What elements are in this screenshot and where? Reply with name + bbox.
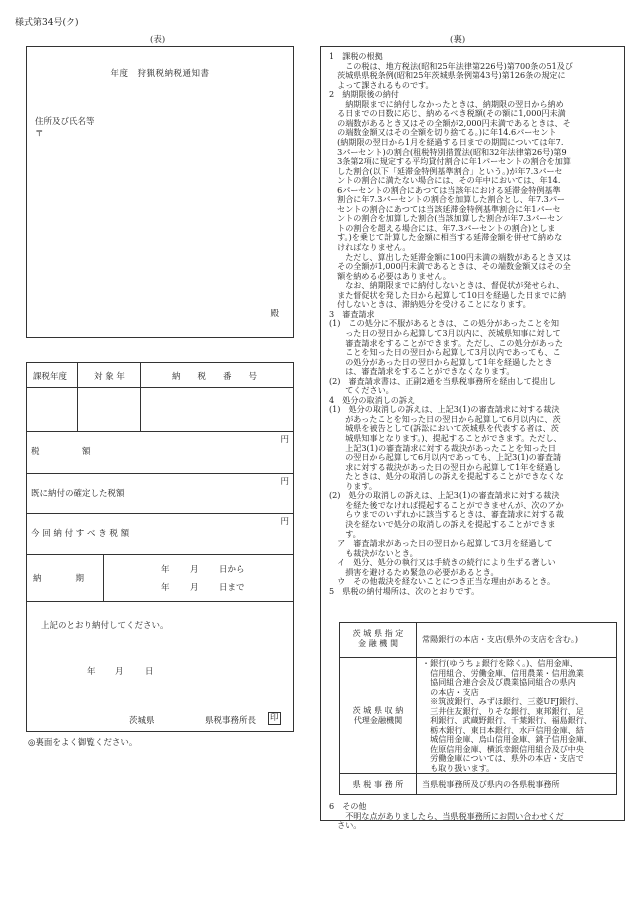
back-text-line: 5 県税の納付場所は、次のとおりです。: [329, 585, 480, 596]
back-text-line: 城県を被告として(訴訟において茨城県を代表する者は、茨: [329, 423, 559, 434]
column-divider: [77, 363, 78, 431]
issuer-prefecture: 茨城県: [129, 716, 155, 726]
back-text-line: イ 処分、処分の執行又は手続きの続行により生ずる著しい: [329, 557, 556, 568]
issuer-office-head: 県税事務所長: [205, 716, 257, 726]
yen-unit: 円: [280, 435, 289, 445]
back-text-line: 城県知事となります。)、提起することができます。ただし、: [329, 433, 562, 443]
front-footer-note: ◎裏面をよく御覧ください。: [28, 738, 138, 748]
back-text-line: 3 審査請求: [329, 308, 375, 319]
row-divider: [27, 387, 293, 388]
period-until: 日まで: [219, 583, 245, 593]
back-content-box: [320, 46, 625, 830]
back-text-line: 3条第2項に規定する平均貸付割合に年1パーセントの割合を加算: [329, 156, 571, 167]
back-text-line: 1 課税の根拠: [329, 51, 383, 61]
row-divider: [27, 601, 293, 602]
confirmed-paid-label: 既に納付の確定した税額: [31, 489, 125, 499]
back-text-line: (1) 処分の取消しの訴えは、上記3(1)の審査請求に対する裁決: [329, 404, 560, 415]
notice-header-box: [26, 46, 294, 338]
period-month: 月: [190, 565, 199, 575]
back-text-line: また督促状を発した日から起算して10日を経過した日までに納: [329, 289, 566, 300]
receipt-instruction: 上記のとおり納付してください。: [41, 621, 169, 631]
back-text-line: セントの割合にあつては当該延滞金特例基準割合に年1パーセ: [329, 203, 561, 214]
period-year: 年: [161, 565, 170, 575]
row-divider: [27, 431, 293, 432]
back-text-line: (1) この処分に不服があるときは、この処分があったことを知: [329, 318, 559, 329]
back-text-line: す。: [329, 528, 361, 539]
back-text-line: ければなりません。: [329, 242, 411, 252]
back-text-line: 付しないときは、滞納処分を受けることになります。: [329, 299, 531, 310]
back-text-line: この税は、地方税法(昭和25年法律第226号)第700条の51及び: [329, 60, 573, 71]
receipt-month: 月: [115, 667, 124, 677]
back-text-line: す。)を乗じて計算した金額に相当する延滞金額を併せて納めな: [329, 232, 563, 243]
back-text-line: (2) 処分の取消しの訴えは、上記3(1)の審査請求に対する裁決: [329, 490, 560, 501]
row-divider: [27, 513, 293, 514]
row-divider: [27, 473, 293, 474]
front-side-label: (表): [150, 35, 166, 45]
back-text-line: その全額が1,000円未満であるときは、その端数金額又はその全: [329, 261, 571, 272]
back-text-line: なお、納期限までに納付しないときは、督促状が発せられ、: [329, 280, 565, 291]
period-month: 月: [190, 583, 199, 593]
back-text-line: らウまでのいずれかに該当するときは、審査請求に対する裁: [329, 509, 564, 520]
back-text-line: の翌日から起算して6月以内であっても、上記3(1)の審査請: [329, 452, 562, 463]
back-text-line: ウ その他裁決を経ないことにつき正当な理由があるとき。: [329, 576, 556, 587]
back-text-line: ントの割合に満たない場合には、その年中においては、年14.: [329, 175, 561, 186]
column-divider: [140, 363, 141, 431]
yen-unit: 円: [280, 477, 289, 487]
back-side-label: (裏): [450, 35, 466, 45]
back-text-line: 上記3(1)の審査請求に対する裁決があったことを知った日: [329, 442, 556, 453]
tax-office-value: 当県税事務所及び県内の各県税事務所: [422, 779, 560, 789]
back-text-line: ただし、算出した延滞金額に100円未満の端数があるとき又は: [329, 251, 572, 262]
back-text-line: 3パーセント)の割合(租税特別措置法(昭和32年法律第26号)第9: [329, 146, 567, 157]
other-text-line: さい。: [329, 820, 362, 830]
back-text-line: (2) 審査請求書は、正副2通を当県税事務所を経由して提出し: [329, 375, 557, 386]
back-text-line: ことを知った日の翌日から起算して3月以内であっても、こ: [329, 347, 561, 358]
form-number: 様式第34号(ク): [15, 18, 79, 28]
back-text-line: (納期限の翌日から1月を経過する日までの期間については年7.: [329, 136, 564, 147]
amount-due-label: 今 回 納 付 す べ き 税 額: [31, 529, 130, 539]
agent-bank-label: 茨 城 県 収 納 代理金融機関: [352, 705, 404, 726]
back-text-line: ントの割合を加算した割合(当該加算した割合が年7.3パーセン: [329, 213, 564, 224]
address-label: 住所及び氏名等: [35, 117, 95, 127]
back-text-line: の端数があるとき又はその全額が2,000円未満であるときは、そ: [329, 117, 571, 128]
back-text-line: トの割合を超える場合には、年7.3パーセントの割合)としま: [329, 222, 556, 233]
addressee-suffix: 殿: [270, 309, 279, 319]
back-text-line: 茨城県県税条例(昭和25年茨城県条例第43号)第126条の規定に: [329, 70, 566, 81]
back-text-line: の処分があった日の翌日から起算して1年を経過したとき: [329, 356, 553, 367]
back-text-line: 6パーセントの割合にあつては当該年における延滞金特例基準: [329, 184, 561, 195]
tax-office-label: 県 税 事 務 所: [352, 779, 404, 789]
back-text-line: を経た後でなければ提起することができませんが、次のアか: [329, 499, 564, 510]
back-text-line: 求に対する裁決があった日の翌日から起算して1年を経過し: [329, 461, 561, 472]
back-text-line: した割合(以下「延滞金特例基準割合」という。)が年7.3パーセ: [329, 165, 563, 176]
period-from: 日から: [219, 565, 245, 575]
row-divider: [27, 554, 293, 555]
back-text-line: った日の翌日から起算して3月以内に、茨城県知事に対して: [329, 327, 561, 338]
column-divider: [416, 623, 417, 794]
receipt-day: 日: [145, 667, 154, 677]
designated-bank-label: 茨 城 県 指 定 金 融 機 関: [352, 628, 404, 649]
tax-amount-label: 税 額: [31, 447, 91, 457]
back-text-line: たときは、処分の取消しの訴えを提起することができなくな: [329, 471, 564, 482]
other-text-line: 6 その他: [329, 801, 367, 811]
back-text-line: 額を納める必要はありません。: [329, 270, 451, 281]
back-text-line: る日までの日数に応じ、納めるべき税額(その額に1,000円未満: [329, 108, 566, 119]
agent-bank-value: ・銀行(ゆうちょ銀行を除く。)、信用金庫、 信用組合、労働金庫、信用農業・信用漁業 協同組合連合会及び農業協同組合の県内 の本店・支店 ※筑波銀行、みずほ銀行、三菱UFJ銀行、 三井住友銀行、りそな銀行、東邦銀行、足 利銀行、武蔵野銀行、千葉銀行、福島銀行、 栃木銀行、東日本銀行、水戸信用金庫、結 城信用金庫、烏山信用金庫、銚子信用金庫、 佐原信用金庫、横浜幸銀信用組合及び中央 労働金庫については、県外の本店・支店で も取り扱います。: [422, 658, 592, 773]
back-text-line: てください。: [329, 385, 394, 396]
row-divider: [340, 773, 616, 774]
column-divider: [103, 554, 104, 601]
back-text-line: は、審査請求をすることができなくなります。: [329, 366, 515, 377]
back-text-line: も裁決がないとき。: [329, 547, 418, 558]
period-year: 年: [161, 583, 170, 593]
fiscal-year-header: 課税年度: [33, 372, 68, 382]
back-text-line: の端数金額又はその全額を切り捨てる。)に年14.6パーセント: [329, 127, 557, 138]
other-text-line: 不明な点がありましたら、当県税事務所にお問い合わせくだ: [329, 810, 564, 821]
receipt-year: 年: [87, 667, 96, 677]
back-text-line: 決を経ないで処分の取消しの訴えを提起することができま: [329, 518, 556, 529]
back-text-line: ア 審査請求があった日の翌日から起算して3月を経過して: [329, 538, 553, 549]
tax-table: [26, 362, 294, 732]
issuer-seal: 印: [270, 713, 279, 723]
back-text-line: 審査請求をすることができます。ただし、この処分があった: [329, 337, 563, 348]
back-text-line: よって課されるものです。: [329, 79, 434, 90]
tax-number-header: 納 税 番 号: [172, 372, 258, 382]
back-text-line: ります。: [329, 480, 377, 491]
target-year-header: 対 象 年: [94, 372, 125, 382]
payment-period-label: 納 期: [33, 574, 85, 584]
payment-place-table: [339, 622, 617, 795]
notice-title: 年度 狩猟税納税通知書: [110, 69, 210, 79]
back-text-line: 割合に年7.3パーセントの割合を加算した割合とし、年7.3パー: [329, 194, 566, 205]
back-text-line: 2 納期限後の納付: [329, 89, 399, 100]
postal-mark: 〒: [35, 129, 44, 139]
back-text-line: 損害を避けるため緊急の必要があるとき。: [329, 566, 499, 577]
back-text-line: があったことを知った日の翌日から起算して6月以内に、茨: [329, 413, 561, 424]
back-text-line: 4 処分の取消しの訴え: [329, 394, 416, 405]
designated-bank-value: 常陽銀行の本店・支店(県外の支店を含む。): [422, 634, 579, 644]
back-text-line: 納期限までに納付しなかったときは、納期限の翌日から納め: [329, 98, 564, 109]
yen-unit: 円: [280, 517, 289, 527]
